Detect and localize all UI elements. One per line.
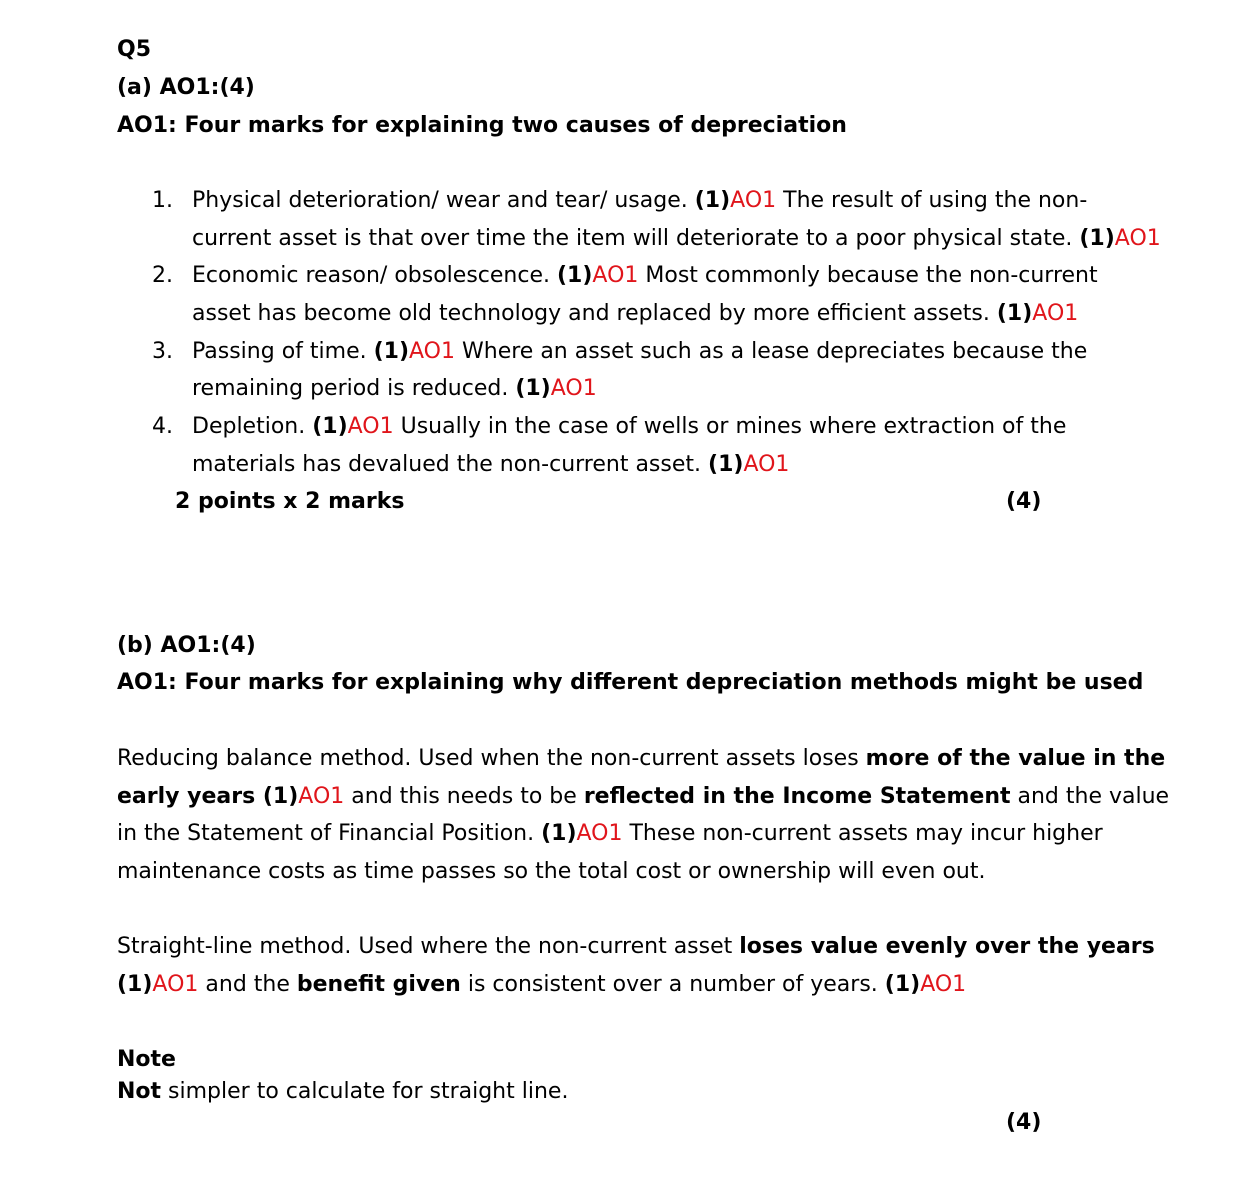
paragraph-line <box>117 819 1103 849</box>
text-run: Most commonly because the non-current <box>638 263 1098 288</box>
marks-summary: 2 points x 2 marks <box>175 489 405 514</box>
bold-text: more of the value in the <box>865 746 1166 771</box>
text-run: These non-current assets may incur higher <box>622 821 1103 846</box>
assessment-objective-tag: AO1 <box>409 339 455 364</box>
paragraph-line <box>117 782 1169 812</box>
text-run: Physical deterioration/ wear and tear/ usage. <box>192 188 695 213</box>
assessment-objective-tag: AO1 <box>743 452 790 477</box>
text-run: Reducing balance method. Used when the non-current assets loses <box>117 746 866 771</box>
bold-text: (1) <box>117 972 153 997</box>
part-b-total-marks: (4) <box>1006 1110 1042 1135</box>
text-run: maintenance costs as time passes so the total cost or ownership will even out. <box>117 859 986 884</box>
list-number: 3. <box>152 339 173 364</box>
note-body: simpler to calculate for straight line. <box>161 1079 569 1104</box>
bold-text: (1) <box>312 414 348 439</box>
text-run: Straight-line method. Used where the non-current asset <box>117 934 740 959</box>
list-number: 4. <box>152 414 173 439</box>
note-bold: Not <box>117 1079 162 1104</box>
text-run: and the <box>198 972 297 997</box>
paragraph-line <box>117 744 1165 774</box>
part-b-heading: (b) AO1:(4) <box>117 633 256 658</box>
paragraph-line <box>117 857 985 887</box>
part-a-heading: (a) AO1:(4) <box>117 75 255 100</box>
bold-text: (1) <box>515 376 551 401</box>
assessment-objective-tag: AO1 <box>592 263 639 288</box>
text-run: asset has become old technology and replaced by more efficient assets. <box>192 301 997 326</box>
bold-text: (1) <box>557 263 593 288</box>
question-number: Q5 <box>117 37 152 62</box>
part-a-total-marks: (4) <box>1006 489 1042 514</box>
assessment-objective-tag: AO1 <box>347 414 394 439</box>
part-a-subheading: AO1: Four marks for explaining two causes of depreciation <box>117 113 847 138</box>
bold-text: loses value evenly over the years <box>739 934 1155 959</box>
list-item-line <box>192 450 789 480</box>
paragraph-line <box>117 970 966 1000</box>
assessment-objective-tag: AO1 <box>730 188 777 213</box>
list-item-line <box>192 299 1078 329</box>
text-run: remaining period is reduced. <box>192 376 516 401</box>
text-run: Depletion. <box>192 414 313 439</box>
bold-text: (1) <box>373 339 410 364</box>
text-run: in the Statement of Financial Position. <box>117 821 542 846</box>
bold-text: reflected in the Income Statement <box>583 784 1011 809</box>
assessment-objective-tag: AO1 <box>298 784 345 809</box>
bold-text: (1) <box>1079 226 1115 251</box>
text-run: The result of using the non- <box>776 188 1088 213</box>
text-run: Passing of time. <box>192 339 374 364</box>
assessment-objective-tag: AO1 <box>1114 226 1161 251</box>
note-label: Note <box>117 1047 176 1072</box>
list-number: 2. <box>152 263 173 288</box>
text-run: and this needs to be <box>344 784 584 809</box>
paragraph-line <box>117 932 1155 962</box>
assessment-objective-tag: AO1 <box>576 821 623 846</box>
assessment-objective-tag: AO1 <box>152 972 199 997</box>
list-item-line <box>192 224 1161 254</box>
bold-text: (1) <box>708 452 744 477</box>
list-item-line <box>192 261 1098 291</box>
list-item-line <box>192 412 1066 442</box>
text-run: Where an asset such as a lease depreciates because the <box>455 339 1088 364</box>
text-run: and the value <box>1010 784 1170 809</box>
bold-text: (1) <box>541 821 577 846</box>
bold-text: (1) <box>694 188 731 213</box>
bold-text: benefit given <box>296 972 461 997</box>
text-run: is consistent over a number of years. <box>460 972 885 997</box>
text-run: Usually in the case of wells or mines where extraction of the <box>393 414 1067 439</box>
note-text <box>117 1077 568 1107</box>
list-item-line <box>192 337 1087 367</box>
bold-text: (1) <box>884 972 921 997</box>
bold-text: early years <box>117 784 263 809</box>
text-run: materials has devalued the non-current asset. <box>192 452 709 477</box>
list-item-line <box>192 186 1087 216</box>
text-run: current asset is that over time the item will deteriorate to a poor physical state. <box>192 226 1080 251</box>
text-run: Economic reason/ obsolescence. <box>192 263 557 288</box>
part-b-subheading: AO1: Four marks for explaining why different depreciation methods might be used <box>117 670 1144 695</box>
assessment-objective-tag: AO1 <box>920 972 967 997</box>
list-item-line <box>192 374 597 404</box>
bold-text: (1) <box>262 784 299 809</box>
assessment-objective-tag: AO1 <box>1032 301 1079 326</box>
bold-text: (1) <box>996 301 1033 326</box>
list-number: 1. <box>152 188 173 213</box>
assessment-objective-tag: AO1 <box>550 376 597 401</box>
